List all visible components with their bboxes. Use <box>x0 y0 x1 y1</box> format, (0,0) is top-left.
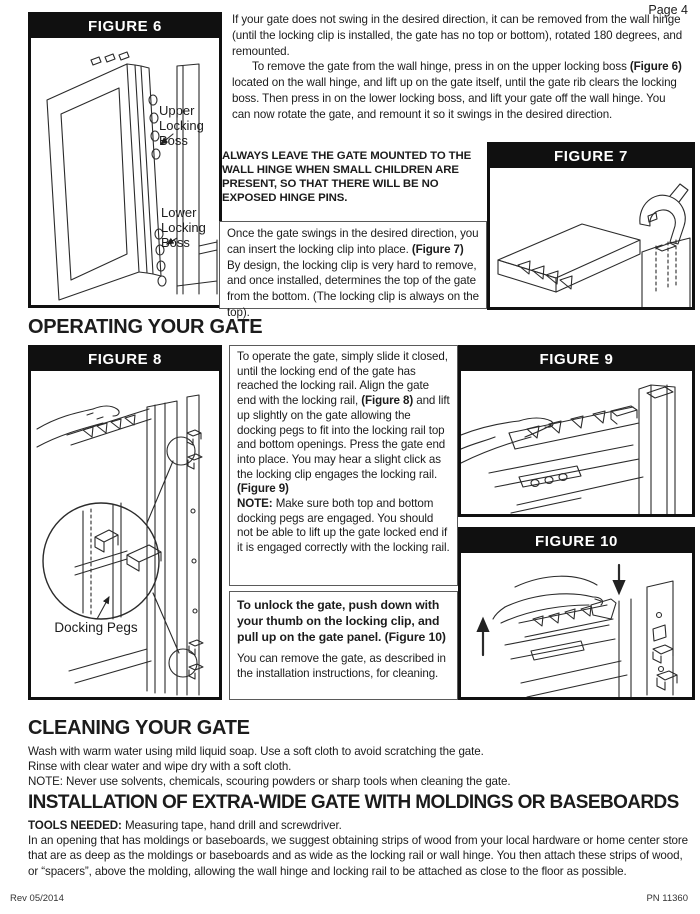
figure-7-reference: (Figure 7) <box>411 242 464 256</box>
figure-7-title: FIGURE 7 <box>490 145 692 168</box>
figure-6-reference: (Figure 6) <box>629 60 682 74</box>
safety-warning: ALWAYS LEAVE THE GATE MOUNTED TO THE WALL HINGE WHEN SMALL CHILDREN ARE PRESENT, SO THAT THERE WILL BE NO EXPOSED HINGE PINS. <box>222 150 472 204</box>
figure-8-reference: (Figure 8) <box>361 394 414 408</box>
locking-clip-note <box>227 226 479 321</box>
tools-needed-label: TOOLS NEEDED: <box>28 819 122 832</box>
clip-note-text: Once the gate swings in the desired direction, you can insert the locking clip into place. <box>227 227 479 256</box>
figure-10-title: FIGURE 10 <box>461 530 692 553</box>
figure-10-box <box>458 527 695 700</box>
tools-needed-text: Measuring tape, hand drill and screwdriver. <box>121 819 342 832</box>
cleaning-line-1: Wash with warm water using mild liquid soap. Use a soft cloth to avoid scratching the gate. <box>28 745 484 758</box>
intro-p2-text: To remove the gate from the wall hinge, press in on the upper locking boss <box>252 60 630 74</box>
figure-8-title: FIGURE 8 <box>31 348 219 371</box>
figure-10-reference: (Figure 10) <box>384 629 446 644</box>
installation-heading: INSTALLATION OF EXTRA-WIDE GATE WITH MOLDINGS OR BASEBOARDS <box>28 792 679 813</box>
intro-paragraph-1: If your gate does not swing in the desired direction, it can be removed from the wall hinge (until the locking clip is installed, the gate has no top or bottom), rotated 180 degrees, and remounted. <box>232 13 683 58</box>
installation-instructions <box>28 818 692 879</box>
operating-heading: OPERATING YOUR GATE <box>28 316 263 338</box>
figure-9-reference: (Figure 9) <box>237 482 289 496</box>
docking-pegs-label: Docking Pegs <box>54 620 138 635</box>
cleaning-instructions <box>28 744 690 790</box>
figure-8-box <box>28 345 222 700</box>
figure-7-illustration <box>490 168 692 307</box>
unlock-instructions-box <box>229 591 458 700</box>
installation-body: In an opening that has moldings or baseboards, we suggest obtaining strips of wood from your local hardware or home center store that are as deep as the moldings or baseboards and as wide as the locking rail or wall hinge. You then attach these strips of wood, or “spacers”, above the molding, allowing the wall hinge and locking rail to be attached as close to the floor as possible. <box>28 834 689 878</box>
operating-text-cont: and lift up slightly on the gate allowing the docking pegs to fit into the locking rail top and bottom openings. Press the gate end into place. You may hear a slight click as the locking clip engages the locking rail. <box>237 394 450 481</box>
clip-note-text-cont: By design, the locking clip is very hard to remove, and once installed, determines the top of the gate from the bottom. (The locking clip is always on the top). <box>227 258 480 319</box>
page-number: Page 4 <box>648 3 688 17</box>
revision-label: Rev 05/2014 <box>10 893 64 904</box>
operating-instructions-box <box>229 345 458 586</box>
lower-locking-boss-label: Lower Locking Boss <box>161 205 206 250</box>
unlock-paragraph <box>237 598 450 645</box>
intro-paragraph-2 <box>232 59 684 122</box>
unlock-text: To unlock the gate, push down with your thumb on the locking clip, and pull up on the gate panel. <box>237 598 440 644</box>
figure-6-title: FIGURE 6 <box>31 15 219 38</box>
figure-6-box <box>28 12 222 308</box>
upper-locking-boss-label: Upper Locking Boss <box>159 103 204 148</box>
locking-clip-note-box <box>219 221 487 319</box>
operating-paragraph <box>237 350 450 556</box>
figure-8-illustration <box>31 371 219 697</box>
note-text: Make sure both top and bottom docking pegs are engaged. You should not be able to lift up the gate locked end if it is engaged correctly with the locking rail. <box>237 497 450 555</box>
intro-p2-text-cont: located on the wall hinge, and lift up on the gate itself, until the gate rib clears the locking boss. Then press in on the lower locking boss, and lift your gate off the wall hinge. You can now rotate the gate, and remount it so it swings in the desired direction. <box>232 76 677 121</box>
figure-9-title: FIGURE 9 <box>461 348 692 371</box>
remove-gate-paragraph: You can remove the gate, as described in the installation instructions, for cleaning. <box>237 652 446 681</box>
figure-7-box <box>487 142 695 310</box>
part-number-label: PN 11360 <box>646 893 688 904</box>
figure-9-illustration <box>461 371 692 514</box>
operating-text: To operate the gate, simply slide it closed, until the locking end of the gate has reached the locking rail. Align the gate end with the locking rail, <box>237 350 448 408</box>
figure-10-illustration <box>461 553 692 697</box>
figure-6-illustration <box>31 38 219 305</box>
tools-needed-line <box>28 818 692 833</box>
cleaning-line-2: Rinse with clear water and wipe dry with a soft cloth. <box>28 760 292 774</box>
intro-paragraphs <box>232 12 684 123</box>
cleaning-heading: CLEANING YOUR GATE <box>28 717 250 739</box>
figure-9-box <box>458 345 695 517</box>
cleaning-line-3: NOTE: Never use solvents, chemicals, scouring powders or sharp tools when cleaning the gate. <box>28 775 511 789</box>
note-label: NOTE: <box>237 497 273 511</box>
